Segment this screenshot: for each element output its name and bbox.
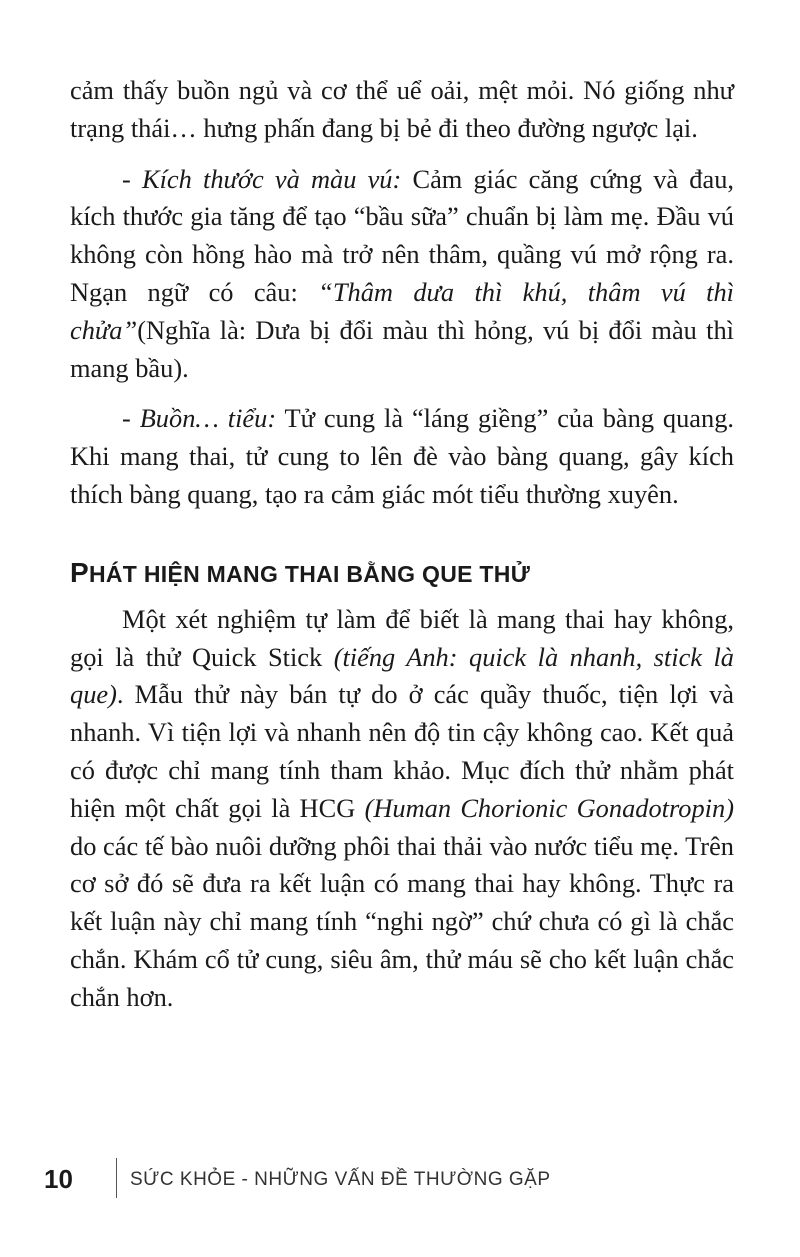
proverb-quote: “Thâm dưa thì khú, thâm vú thì chửa” [70, 276, 734, 345]
paragraph-urination [70, 400, 734, 513]
paragraph-quick-stick [70, 601, 734, 1017]
paragraph-label: Buồn… tiểu: [139, 403, 277, 434]
page-footer [0, 1158, 800, 1198]
paragraph-label: Kích thước và màu vú: [141, 163, 402, 194]
paragraph-text: Tử cung là “láng giềng” của bàng quang. Khi mang thai, tử cung to lên đè vào bàng quang, gây kích thích bàng quang, tạo ra cảm giác mót tiểu thường xuyên. [70, 403, 734, 509]
paragraph-breast-size [70, 161, 734, 388]
bullet-prefix: - [122, 163, 142, 194]
paragraph-intro [70, 72, 734, 148]
paragraph-text: (Nghĩa là: Dưa bị đổi màu thì hỏng, vú bị đổi màu thì mang bầu). [70, 314, 734, 383]
heading-first-letter: P [70, 556, 89, 588]
paragraph-text: . Mẫu thử này bán tự do ở các quầy thuốc, tiện lợi và nhanh. Vì tiện lợi và nhanh nên độ tin cậy không cao. Kết quả có được chỉ mang tính tham khảo. Mục đích thử nhằm phát hiện một chất gọi là HCG [70, 679, 734, 823]
page-number: 10 [44, 1164, 73, 1194]
italic-note: (tiếng Anh: quick là nhanh, stick là que) [70, 641, 735, 710]
paragraph-text: do các tế bào nuôi dưỡng phôi thai thải vào nước tiểu mẹ. Trên cơ sở đó sẽ đưa ra kết luận có mang thai hay không. Thực ra kết luận này chỉ mang tính “nghi ngờ” chứ chưa có gì là chắc chắn. Khám cổ tử cung, siêu âm, thử máu sẽ cho kết luận chắc chắn hơn. [70, 830, 734, 1012]
section-heading [70, 558, 734, 589]
running-title: SỨC KHỎE - NHỮNG VẤN ĐỀ THƯỜNG GẶP [130, 1169, 551, 1190]
bullet-prefix: - [122, 403, 140, 434]
paragraph-text: Cảm giác căng cứng và đau, kích thước gia tăng để tạo “bầu sữa” chuẩn bị làm mẹ. Đầu vú không còn hồng hào mà trở nên thâm, quầng vú mở rộng ra. Ngạn ngữ có câu: [70, 163, 734, 307]
page-content [70, 72, 734, 1030]
paragraph-text: Một xét nghiệm tự làm để biết là mang thai hay không, gọi là thử Quick Stick [70, 603, 734, 672]
italic-term: (Human Chorionic Gonadotropin) [364, 792, 734, 823]
footer-divider [116, 1158, 117, 1198]
heading-rest: HÁT HIỆN MANG THAI BẰNG QUE THỬ [88, 560, 531, 587]
paragraph-text: cảm thấy buồn ngủ và cơ thể uể oải, mệt mỏi. Nó giống như trạng thái… hưng phấn đang bị bẻ đi theo đường ngược lại. [70, 75, 734, 143]
